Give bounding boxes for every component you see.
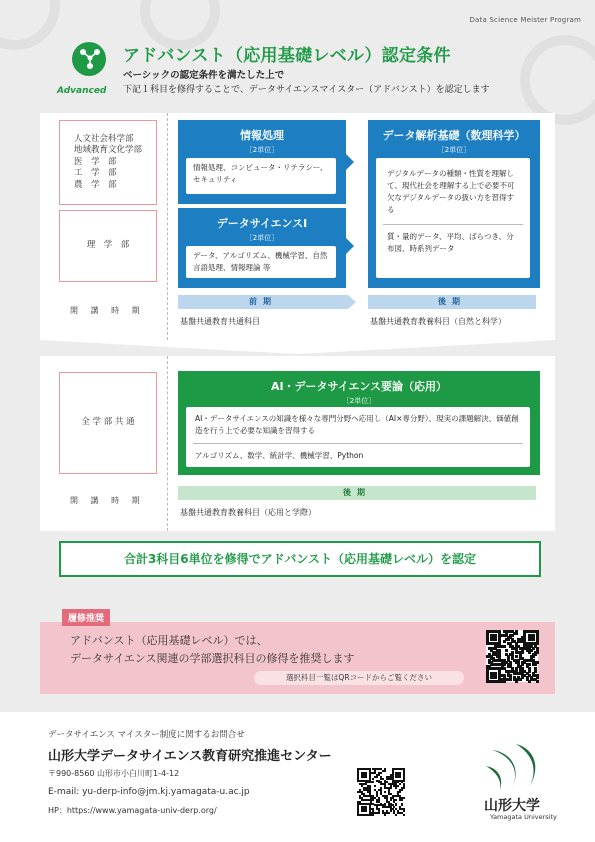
dept-name: 全 学 部 共 通 (81, 417, 135, 428)
qr-module (403, 810, 405, 812)
total-requirement: 合計3科目6単位を修得でアドバンスト（応用基礎レベル）を認定 (59, 541, 541, 577)
qr-module (399, 783, 401, 785)
qr-module (395, 799, 397, 801)
address: 〒990-8560 山形市小白川町1-4-12 (48, 769, 180, 778)
qr-module (503, 640, 506, 643)
qr-module (503, 680, 506, 683)
qr-module (494, 638, 497, 641)
qr-module (372, 814, 374, 816)
course-unit: ［2単位］ (437, 146, 471, 154)
dept-name: 農 学 部 (73, 179, 117, 190)
course-title: データサイエンスⅠ (216, 217, 308, 230)
advanced-logo (66, 42, 114, 82)
page-title: アドバンスト（応用基礎レベル）認定条件 (123, 46, 451, 66)
course-desc (186, 407, 530, 467)
arrow-right-icon (345, 237, 354, 255)
subtitle-detail: 下記１科目を修得することで、データサイエンスマイスター（アドバンスト）を認定します (123, 85, 490, 95)
subtitle: ベーシックの認定条件を満たした上で (123, 70, 285, 81)
center-name: 山形大学データサイエンス教育研究推進センター (48, 749, 332, 764)
dept-name: 地域教育文化学部 (73, 145, 142, 156)
qr-module (388, 812, 390, 814)
term-second-bar: 後期 (368, 295, 536, 309)
qr-module (372, 778, 374, 780)
recommendation-tag: 履修推奨 (62, 609, 110, 626)
dept-science-box (59, 210, 157, 282)
badge-label: Advanced (57, 86, 107, 96)
qr-module (401, 804, 403, 806)
qr-module (494, 676, 497, 679)
qr-module (528, 680, 531, 683)
qr-module (401, 789, 403, 791)
subject-type: 基盤共通教育教養科目（応用と学際） (180, 508, 316, 517)
qr-module (515, 632, 518, 635)
dept-name: 理 学 部 (86, 240, 130, 251)
dept-group-box (59, 120, 157, 205)
email[interactable]: E-mail: yu-derp-info@jm.kj.yamagata-u.ac.jp (48, 787, 250, 797)
qr-module (384, 770, 386, 772)
qr-module (536, 680, 539, 683)
course-title: データ解析基礎（数理科学） (382, 129, 526, 142)
down-chevron (40, 340, 555, 354)
qr-module (397, 785, 399, 787)
gear-decoration (520, 35, 595, 125)
course-desc: データ、アルゴリズム、機械学習、自然言語処理、情報理論 等 (186, 246, 336, 278)
course-desc-keywords: アルゴリズム、数学、統計学、機械学習、Python (195, 451, 364, 460)
qr-module (401, 799, 403, 801)
qr-module (403, 814, 405, 816)
divider (167, 113, 168, 340)
qr-module (372, 781, 374, 783)
course-desc: 情報処理、コンピュータ・リテラシー、セキュリティ (186, 158, 336, 194)
qr-module (503, 645, 506, 648)
qr-code-contact[interactable] (357, 768, 405, 816)
qr-module (403, 787, 405, 789)
gear-decoration (0, 0, 60, 50)
qr-module (515, 655, 518, 658)
term-second-bar: 後期 (178, 486, 536, 500)
course-unit: ［2単位］ (245, 234, 279, 242)
university-name: 山形大学 (484, 798, 540, 814)
course-desc-main: AI・データサイエンスの知識を様々な専門分野へ応用し（AI×専分野）、現実の課題解決、価値創造を行う上で必要な知識を習得する (193, 411, 523, 444)
qr-module (365, 776, 367, 778)
qr-module (395, 787, 397, 789)
course-desc-main: デジタルデータの種類・性質を理解して、現代社会を理解する上で必要不可欠なデジタルデータの扱い方を習得する (383, 162, 523, 225)
dept-name: 医 学 部 (73, 156, 117, 167)
university-logo-icon (482, 742, 550, 792)
qr-module (532, 638, 535, 641)
program-name: Data Science Meister Program (469, 16, 581, 24)
university-name-en: Yamagata University (490, 813, 557, 821)
qr-module (372, 799, 374, 801)
recommendation-text: アドバンスト（応用基礎レベル）では、 (70, 634, 268, 647)
all-faculties-box (59, 372, 157, 474)
course-card-ai-ds (178, 371, 540, 475)
dept-name: 工 学 部 (73, 168, 117, 179)
course-desc-keywords: 質・量的データ、平均、ばらつき、分布図、時系列データ (387, 232, 514, 253)
qr-module (509, 678, 512, 681)
arrow-right-icon (345, 153, 354, 171)
course-unit: ［2単位］ (342, 397, 376, 405)
qr-note: 選択科目一覧はQRコードからご覧ください (254, 671, 464, 685)
qr-module (528, 651, 531, 654)
arrow-right-icon (348, 295, 356, 309)
network-icon (78, 48, 102, 70)
qr-module (399, 791, 401, 793)
course-title: 情報処理 (240, 129, 284, 142)
qr-module (384, 791, 386, 793)
qr-module (403, 780, 405, 782)
divider (167, 356, 168, 531)
term-first-bar: 前期 (178, 295, 348, 309)
qr-module (403, 797, 405, 799)
course-card-ds1 (178, 208, 346, 288)
qr-module (507, 638, 510, 641)
inquiry-label: データサイエンス マイスター制度に関するお問合せ (48, 730, 245, 740)
period-label: 開 講 時 期 (70, 496, 145, 505)
course-card-data-analysis (368, 120, 540, 288)
qr-module (395, 804, 397, 806)
qr-module (395, 814, 397, 816)
dept-name: 人文社会科学部 (73, 133, 134, 144)
recommendation-text: データサイエンス関連の学部選択科目の修得を推奨します (70, 652, 355, 665)
homepage-link[interactable]: HP：https://www.yamagata-univ-derp.org/ (48, 806, 217, 815)
qr-module (390, 799, 392, 801)
qr-module (374, 785, 376, 787)
course-title: AI・データサイエンス要論（応用） (270, 380, 448, 393)
qr-module (384, 814, 386, 816)
course-card-joho (178, 120, 346, 204)
course-desc (376, 158, 530, 278)
qr-module (365, 810, 367, 812)
qr-module (534, 663, 537, 666)
qr-module (515, 680, 518, 683)
course-unit: ［2単位］ (245, 146, 279, 154)
qr-module (376, 776, 378, 778)
qr-module (505, 649, 508, 652)
qr-module (399, 776, 401, 778)
subject-type: 基盤共通教育教養科目（自然と科学） (370, 317, 506, 326)
qr-module (378, 812, 380, 814)
period-label: 開 講 時 期 (70, 306, 145, 315)
qr-module (390, 787, 392, 789)
qr-module (380, 772, 382, 774)
qr-module (519, 678, 522, 681)
qr-module (390, 810, 392, 812)
subject-type: 基盤共通教育共通科目 (180, 317, 260, 326)
qr-code-courses[interactable] (486, 630, 538, 682)
